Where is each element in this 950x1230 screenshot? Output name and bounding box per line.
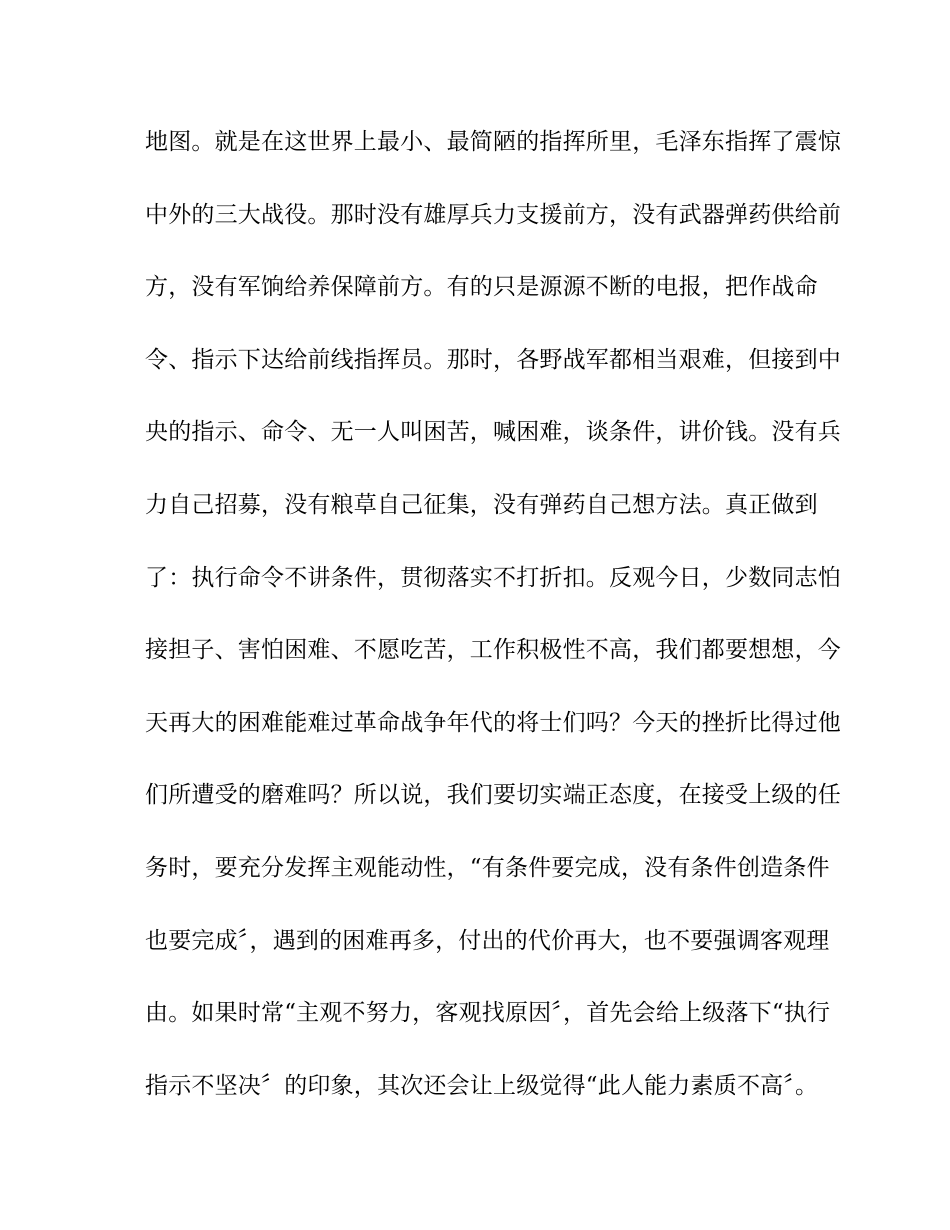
text-line-14: 指示不坚决〞的印象，其次还会让上级觉得“此人能力素质不高〞。 <box>145 1072 819 1099</box>
text-line-3: 方，没有军饷给养保障前方。有的只是源源不断的电报，把作战命 <box>145 274 818 301</box>
text-line-7: 了：执行命令不讲条件，贯彻落实不打折扣。反观今日，少数同志怕 <box>145 564 841 591</box>
text-line-13: 由。如果时常“主观不努力，客观找原因〞，首先会给上级落下“执行 <box>145 1000 831 1027</box>
text-line-8: 接担子、害怕困难、不愿吃苦，工作积极性不高，我们都要想想，今 <box>145 637 841 664</box>
text-line-11: 务时，要充分发挥主观能动性，“有条件要完成，没有条件创造条件 <box>145 854 830 881</box>
text-line-4: 令、指示下达给前线指挥员。那时，各野战军都相当艰难，但接到中 <box>145 346 841 373</box>
text-line-1: 地图。就是在这世界上最小、最简陋的指挥所里，毛泽东指挥了震惊 <box>145 129 841 155</box>
text-line-10: 们所遭受的磨难吗？所以说，我们要切实端正态度，在接受上级的任 <box>145 782 841 809</box>
text-line-2: 中外的三大战役。那时没有雄厚兵力支援前方，没有武器弹药供给前 <box>145 201 841 228</box>
text-line-9: 天再大的困难能难过革命战争年代的将士们吗？今天的挫折比得过他 <box>145 709 841 736</box>
body-text <box>145 118 841 1134</box>
text-line-12: 也要完成〞，遇到的困难再多，付出的代价再大，也不要强调客观理 <box>145 927 830 954</box>
text-line-5: 央的指示、命令、无一人叫困苦，喊困难，谈条件，讲价钱。没有兵 <box>145 419 841 446</box>
text-line-6: 力自己招募，没有粮草自己征集，没有弹药自己想方法。真正做到 <box>145 491 818 518</box>
